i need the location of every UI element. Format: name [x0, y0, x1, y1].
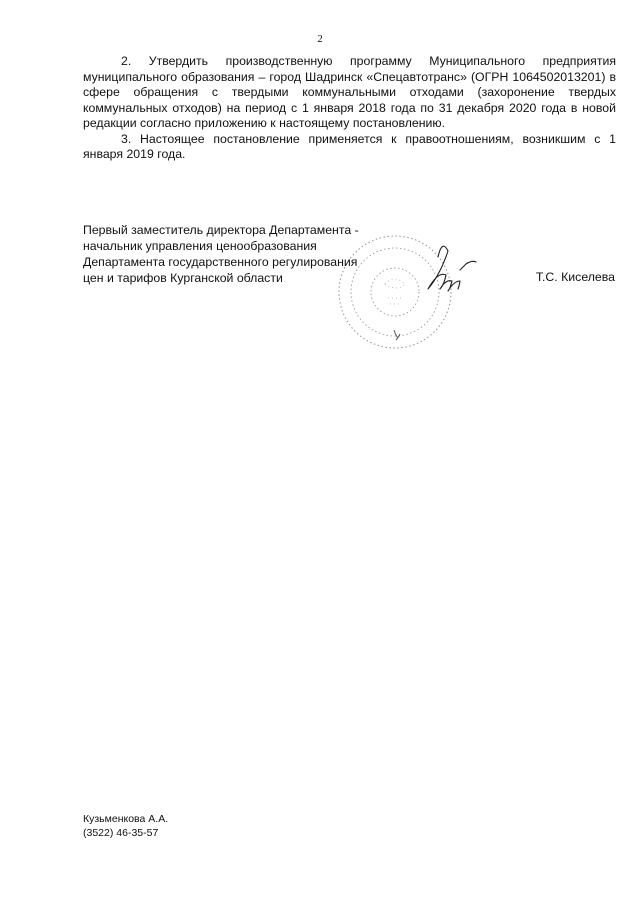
page-number: 2 [317, 33, 323, 45]
signatory-name: Т.С. Киселева [535, 270, 615, 284]
document-body [83, 54, 616, 163]
position-line: начальник управления ценообразования [83, 239, 317, 253]
executor-name: Кузьменкова А.А. [83, 813, 169, 825]
executor-footer [83, 812, 168, 840]
paragraph-item-2: 2. Утвердить производственную программу Муниципального предприятия муниципального образования – город Шадринск «Спецавтотранс» (ОГРН 1064502013201) в сфере обращения с твердыми коммунальными отходами (захоронение твердых коммунальных отходов) на период с 1 января 2018 года по 31 декабря 2020 года в новой редакции согласно приложению к настоящему постановлению. [83, 54, 616, 130]
executor-phone: (3522) 46-35-57 [83, 827, 159, 839]
paragraph-item-3: 3. Настоящее постановление применяется к правоотношениям, возникшим с 1 января 2019 года. [83, 131, 616, 161]
position-line: Первый заместитель директора Департамента - [83, 223, 359, 237]
signatory-position [83, 222, 359, 286]
position-line: цен и тарифов Курганской области [83, 271, 283, 285]
position-line: Департамента государственного регулирования [83, 255, 358, 269]
